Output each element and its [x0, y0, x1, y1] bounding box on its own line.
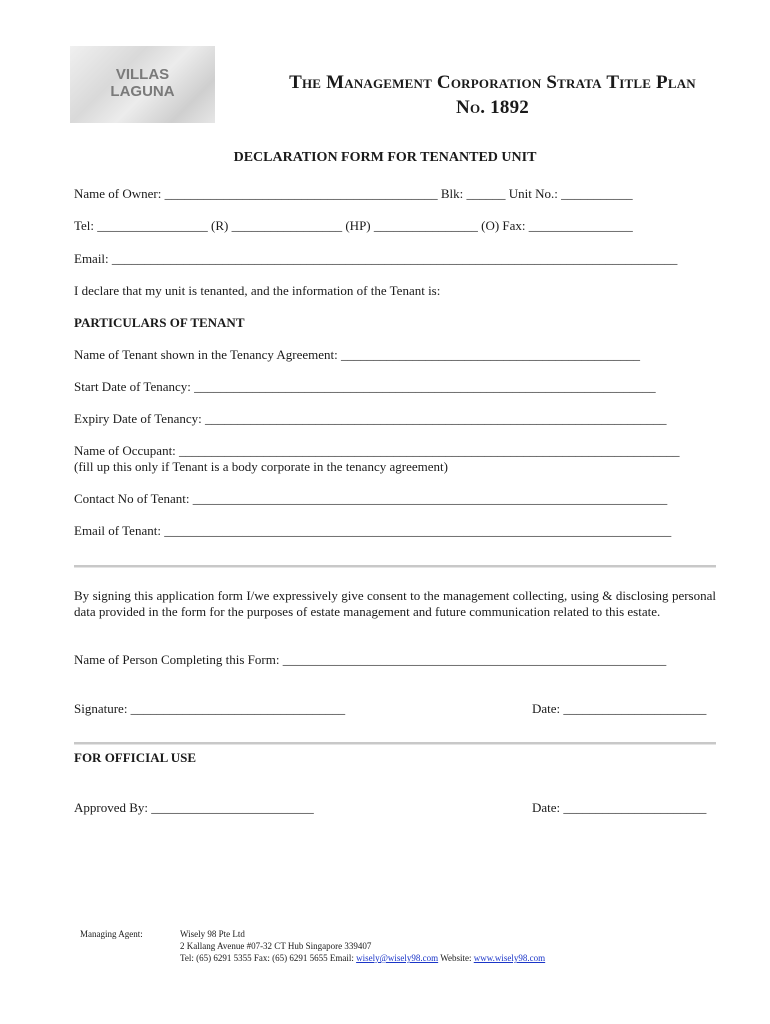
owner-tel-field[interactable]: Tel: _________________ (R) _________________ (HP) ________________ (O) Fax: ________________	[74, 218, 633, 233]
consent-paragraph: By signing this application form I/we expressively give consent to the management collecting, using & disclosing personal data provided in the form for the purposes of estate management and future communication related to this estate.	[74, 588, 716, 619]
tenancy-start-date-field[interactable]: Start Date of Tenancy: _______________________________________________________________________	[74, 379, 656, 394]
occupant-note: (fill up this only if Tenant is a body corporate in the tenancy agreement)	[74, 459, 448, 474]
owner-name-field[interactable]: Name of Owner: __________________________________________ Blk: ______ Unit No.: ___________	[74, 186, 633, 201]
completer-name-field[interactable]: Name of Person Completing this Form: ___________________________________________________________	[74, 652, 667, 667]
form-title: DECLARATION FORM FOR TENANTED UNIT	[233, 150, 537, 165]
occupant-name-field[interactable]: Name of Occupant: _____________________________________________________________________________	[74, 443, 680, 458]
title-line-1: The Management Corporation Strata Title Plan	[289, 72, 696, 93]
title-line-2: No. 1892	[456, 97, 529, 118]
logo-line-1: VILLAS	[115, 66, 170, 83]
signature-date-field[interactable]: Date: ______________________	[532, 701, 707, 716]
document-title	[215, 70, 770, 120]
owner-email-field[interactable]: Email: _______________________________________________________________________________________	[74, 251, 678, 266]
agent-website-link[interactable]: www.wisely98.com	[473, 953, 546, 963]
tenant-name-field[interactable]: Name of Tenant shown in the Tenancy Agreement: ______________________________________________	[74, 347, 641, 362]
tenancy-expiry-date-field[interactable]: Expiry Date of Tenancy: _______________________________________________________________________	[74, 411, 667, 426]
official-use-heading: FOR OFFICIAL USE	[74, 750, 197, 765]
managing-agent-label: Managing Agent:	[80, 929, 143, 939]
logo-text	[70, 66, 215, 100]
tenant-contact-field[interactable]: Contact No of Tenant: _________________________________________________________________________	[74, 491, 668, 506]
official-divider	[74, 742, 716, 745]
agent-address: 2 Kallang Avenue #07-32 CT Hub Singapore 339407	[180, 941, 372, 951]
tenant-section-heading: PARTICULARS OF TENANT	[74, 315, 245, 330]
website-label: Website:	[438, 953, 474, 963]
approved-by-field[interactable]: Approved By: _________________________	[74, 800, 314, 815]
signature-field[interactable]: Signature: _________________________________	[74, 701, 346, 716]
approval-date-field[interactable]: Date: ______________________	[532, 800, 707, 815]
agent-phone-fax: Tel: (65) 6291 5355 Fax: (65) 6291 5655 Email:	[180, 953, 357, 963]
agent-company: Wisely 98 Pte Ltd	[180, 929, 245, 939]
declaration-text: I declare that my unit is tenanted, and the information of the Tenant is:	[74, 283, 441, 298]
logo-line-2: LAGUNA	[110, 83, 175, 100]
managing-agent-details	[180, 928, 545, 964]
villas-laguna-logo	[70, 46, 215, 123]
section-divider	[74, 565, 716, 568]
agent-email-link[interactable]: wisely@wisely98.com	[356, 953, 439, 963]
agent-contact	[180, 952, 545, 964]
tenant-email-field[interactable]: Email of Tenant: ______________________________________________________________________________	[74, 523, 672, 538]
